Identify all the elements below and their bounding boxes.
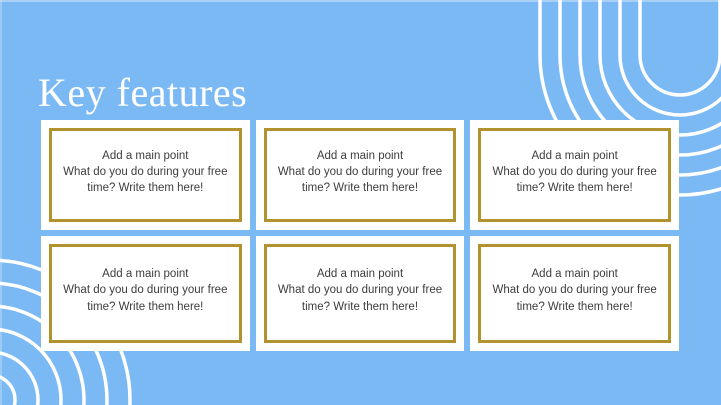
feature-card-frame bbox=[264, 244, 457, 343]
slide-title[interactable]: Key features bbox=[38, 69, 248, 115]
feature-card-text bbox=[53, 266, 237, 314]
feature-card-text bbox=[483, 148, 667, 196]
card-body: What do you do during your free time? Write them here! bbox=[277, 284, 443, 313]
card-heading: Add a main point bbox=[531, 268, 618, 281]
feature-card[interactable] bbox=[41, 236, 250, 351]
feature-card-frame bbox=[478, 244, 671, 343]
feature-card[interactable] bbox=[470, 236, 679, 351]
feature-card[interactable] bbox=[41, 120, 250, 230]
feature-card-frame bbox=[478, 128, 671, 222]
feature-card-text bbox=[268, 148, 452, 196]
features-grid bbox=[41, 120, 679, 351]
card-body: What do you do during your free time? Write them here! bbox=[492, 284, 657, 313]
feature-card[interactable] bbox=[470, 120, 679, 230]
card-heading: Add a main point bbox=[316, 268, 404, 281]
card-body: What do you do during your free time? Write them here! bbox=[63, 165, 228, 195]
feature-card-frame bbox=[264, 128, 457, 222]
card-heading: Add a main point bbox=[531, 149, 618, 162]
feature-card[interactable] bbox=[256, 120, 465, 230]
feature-card-frame bbox=[49, 128, 242, 222]
feature-card-text bbox=[268, 266, 452, 314]
card-body: What do you do during your free time? Write them here! bbox=[277, 165, 443, 195]
card-heading: Add a main point bbox=[316, 149, 404, 162]
feature-card-text bbox=[53, 148, 237, 196]
feature-card-frame bbox=[49, 244, 242, 343]
feature-card[interactable] bbox=[256, 236, 465, 351]
card-heading: Add a main point bbox=[102, 149, 189, 162]
feature-card-text bbox=[483, 266, 667, 314]
card-body: What do you do during your free time? Write them here! bbox=[63, 284, 228, 313]
card-body: What do you do during your free time? Write them here! bbox=[492, 165, 657, 195]
card-heading: Add a main point bbox=[102, 268, 189, 281]
